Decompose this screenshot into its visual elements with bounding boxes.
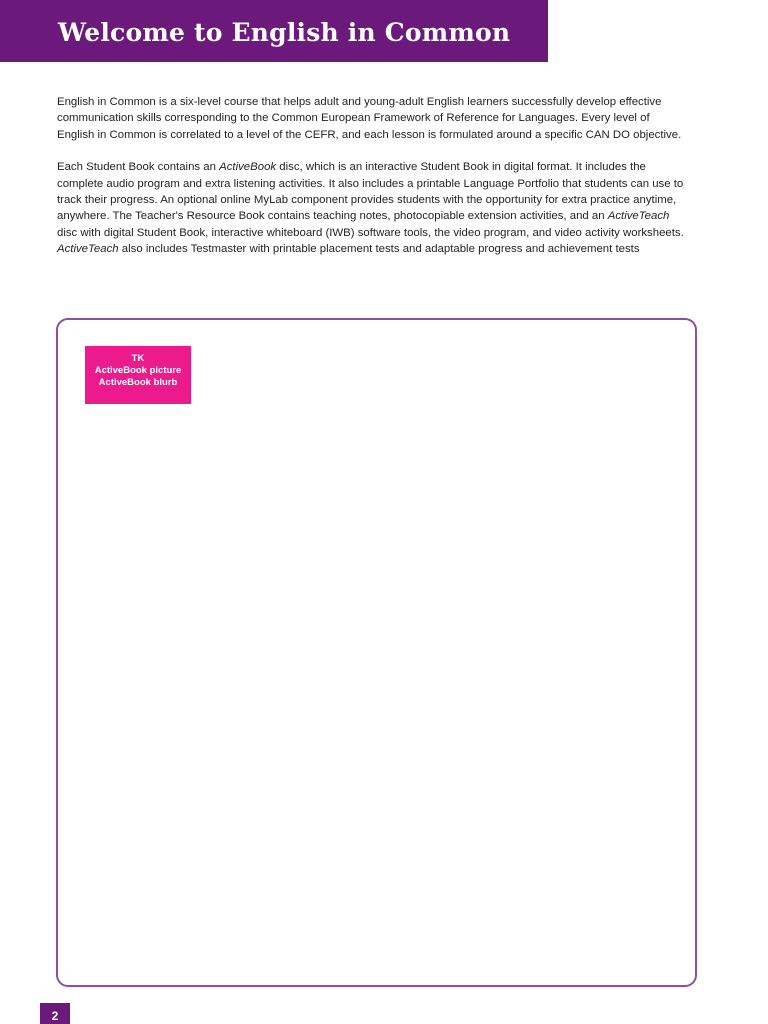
placeholder-line-picture: ActiveBook picture [94, 365, 182, 376]
intro-text [57, 94, 687, 274]
placeholder-line-blurb: ActiveBook blurb [98, 377, 178, 388]
page-number: 2 [40, 1003, 70, 1024]
placeholder-line-tk: TK [131, 353, 145, 364]
intro-paragraph-2 [57, 159, 687, 257]
activebook-placeholder [85, 346, 191, 404]
page-title: Welcome to English in Common [58, 17, 511, 47]
paragraph-2-segment: disc, which is an interactive Student Book in digital format. It includes the complete audio program and extra listening activities. It also includes a printable Language Portfolio that students can use to track their progress. An optional online MyLab component provides students with the opportunity for extra practice anytime, anywhere. The Teacher's Resource Book contains teaching notes, photocopiable extension activities, and an [57, 161, 684, 223]
activeteach-term: ActiveTeach [607, 210, 670, 223]
activebook-content-box [56, 318, 697, 987]
activebook-term: ActiveBook [219, 161, 277, 174]
paragraph-2-segment: also includes Testmaster with printable placement tests and adaptable progress and achievement tests [118, 243, 640, 256]
intro-paragraph-1: English in Common is a six-level course that helps adult and young-adult English learners successfully develop effective communication skills corresponding to the Common European Framework of Reference for Languages. Every level of English in Common is correlated to a level of the CEFR, and each lesson is formulated around a specific CAN DO objective. [57, 96, 682, 141]
paragraph-2-segment: Each Student Book contains an [57, 161, 220, 174]
paragraph-2-segment: disc with digital Student Book, interactive whiteboard (IWB) software tools, the video program, and video activity worksheets. [57, 226, 684, 239]
title-banner [0, 0, 548, 62]
activeteach-term: ActiveTeach [57, 243, 119, 256]
